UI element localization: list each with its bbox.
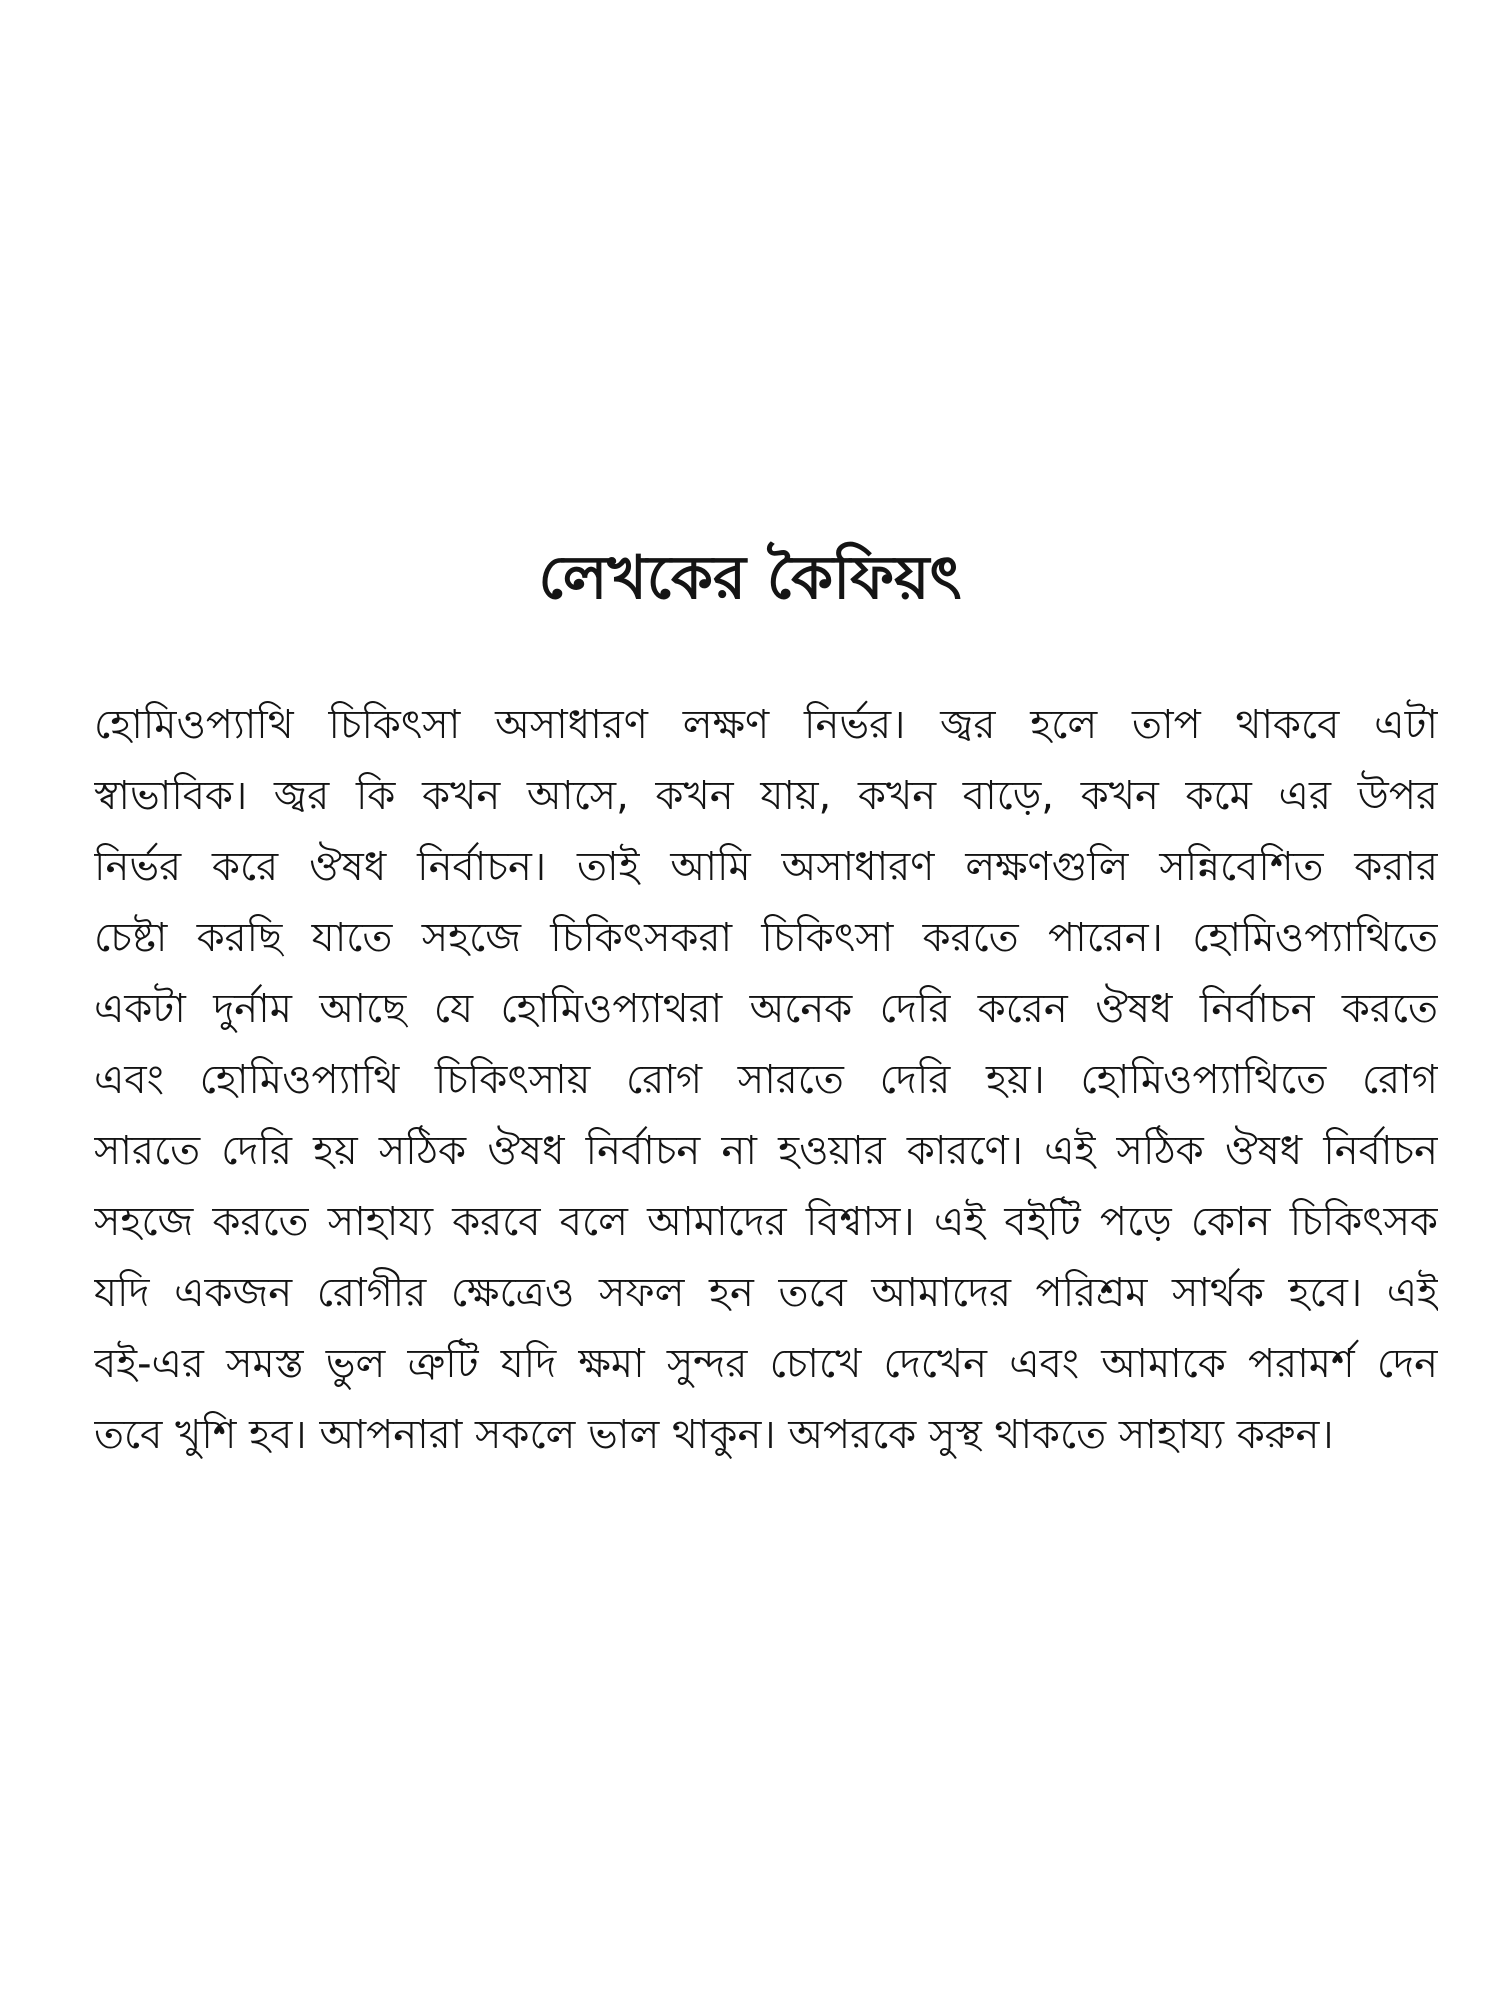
paragraph-line: যদি একজন রোগীর ক্ষেত্রেও সফল হন তবে আমাদের পরিশ্রম সার্থক হবে। এই — [94, 1270, 1438, 1316]
paragraph-line: সহজে করতে সাহায্য করবে বলে আমাদের বিশ্বাস। এই বইটি পড়ে কোন চিকিৎসক — [94, 1199, 1438, 1245]
preface-paragraph — [94, 690, 1438, 1471]
paragraph-line: নির্ভর করে ঔষধ নির্বাচন। তাই আমি অসাধারণ লক্ষণগুলি সন্নিবেশিত করার — [94, 844, 1438, 890]
page-heading: লেখকের কৈফিয়ৎ — [538, 543, 962, 613]
paragraph-line: সারতে দেরি হয় সঠিক ঔষধ নির্বাচন না হওয়ার কারণে। এই সঠিক ঔষধ নির্বাচন — [94, 1128, 1438, 1174]
paragraph-line: স্বাভাবিক। জ্বর কি কখন আসে, কখন যায়, কখন বাড়ে, কখন কমে এর উপর — [94, 773, 1438, 819]
paragraph-line: একটা দুর্নাম আছে যে হোমিওপ্যাথরা অনেক দেরি করেন ঔষধ নির্বাচন করতে — [94, 986, 1438, 1032]
paragraph-line: হোমিওপ্যাথি চিকিৎসা অসাধারণ লক্ষণ নির্ভর। জ্বর হলে তাপ থাকবে এটা — [94, 702, 1438, 748]
paragraph-line: এবং হোমিওপ্যাথি চিকিৎসায় রোগ সারতে দেরি হয়। হোমিওপ্যাথিতে রোগ — [94, 1057, 1438, 1103]
paragraph-line: বই-এর সমস্ত ভুল ত্রুটি যদি ক্ষমা সুন্দর চোখে দেখেন এবং আমাকে পরামর্শ দেন — [94, 1341, 1438, 1387]
paragraph-line: তবে খুশি হব। আপনারা সকলে ভাল থাকুন। অপরকে সুস্থ থাকতে সাহায্য করুন। — [94, 1412, 1334, 1458]
paragraph-line: চেষ্টা করছি যাতে সহজে চিকিৎসকরা চিকিৎসা করতে পারেন। হোমিওপ্যাথিতে — [94, 915, 1438, 961]
